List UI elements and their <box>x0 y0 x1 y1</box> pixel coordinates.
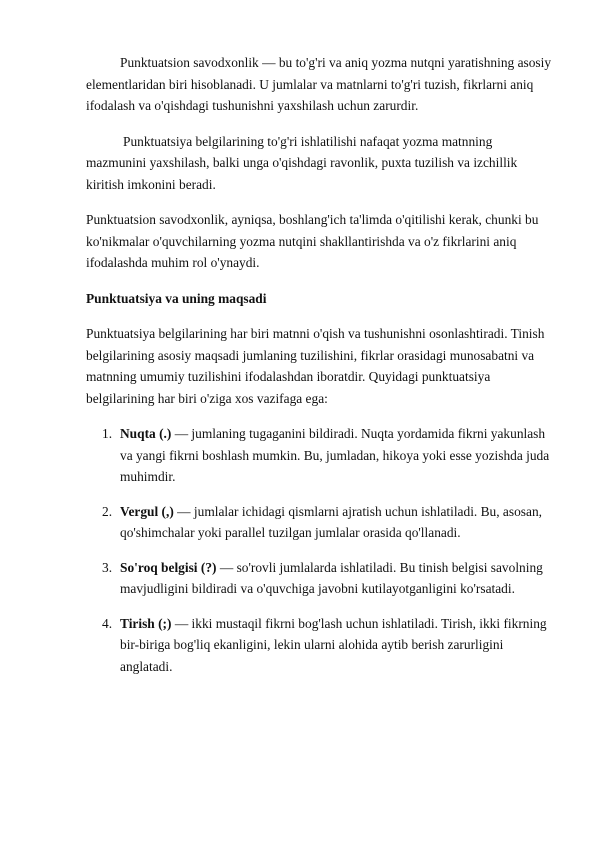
list-item-number: 2. <box>102 503 113 519</box>
list-item-text: — jumlaning tugaganini bildiradi. Nuqta yordamida fikrni yakunlash va yangi fikrni boshlash mumkin. Bu, jumladan, hikoya yoki esse yozishda juda muhimdir. <box>120 426 550 484</box>
list-item <box>86 613 552 678</box>
list-item-term: So'roq belgisi (?) <box>120 559 217 575</box>
list-item <box>86 501 552 544</box>
list-item-term: Tirish (;) <box>120 615 172 631</box>
list-item-text: — ikki mustaqil fikrni bog'lash uchun ishlatiladi. Tirish, ikki fikrning bir-biriga bog'liq ekanligini, lekin ularni alohida aytib berish zarurligini anglatadi. <box>120 615 547 674</box>
education-paragraph: Punktuatsion savodxonlik, ayniqsa, boshlang'ich ta'limda o'qitilishi kerak, chunki bu ko'nikmalar o'quvchilarning yozma nutqini shakllantirishda va o'z fikrlarini aniq ifodalashda muhim rol o'ynaydi. <box>86 212 539 270</box>
list-item-term: Vergul (,) <box>120 503 174 519</box>
list-item-term: Nuqta (.) <box>120 426 172 441</box>
list-item-text: — so'rovli jumlalarda ishlatiladi. Bu tinish belgisi savolning mavjudligini bildiradi va o'quvchiga javobni kutilayotganligini ko'rsatadi. <box>120 559 543 596</box>
purpose-paragraph: Punktuatsiya belgilarining har biri matnni o'qish va tushunishni osonlashtiradi. Tinish belgilarining asosiy maqsadi jumlaning tuzilishini, fikrlar orasidagi munosabatni va matnning umumiy tuzilishini ifodalashdan iboratdir. Quyidagi punktuatsiya belgilarining har biri o'ziga xos vazifaga ega: <box>86 326 545 406</box>
intro-paragraph: Punktuatsion savodxonlik — bu to'g'ri va aniq yozma nutqni yaratishning asosiy elementlaridan biri hisoblanadi. U jumlalar va matnlarni to'g'ri tuzish, fikrlarni aniq ifodalash va o'qishdagi tushunishni yaxshilash uchun zarurdir. <box>86 55 552 113</box>
punctuation-usage-paragraph: Punktuatsiya belgilarining to'g'ri ishlatilishi nafaqat yozma matnning mazmunini yaxshilash, balki unga o'qishdagi ravonlik, puxta tuzilish va izchillik kiritish imkonini beradi. <box>86 133 518 192</box>
list-item <box>86 557 552 600</box>
list-item-text: — jumlalar ichidagi qismlarni ajratish uchun ishlatiladi. Bu, asosan, qo'shimchalar yoki parallel tuzilgan jumlalar orasida qo'llanadi. <box>120 503 542 540</box>
section-heading: Punktuatsiya va uning maqsadi <box>86 290 267 306</box>
list-item <box>86 423 552 488</box>
list-item-number: 4. <box>102 615 113 631</box>
punctuation-list <box>86 423 552 677</box>
list-item-number: 3. <box>102 559 113 575</box>
list-item-number: 1. <box>102 426 113 441</box>
